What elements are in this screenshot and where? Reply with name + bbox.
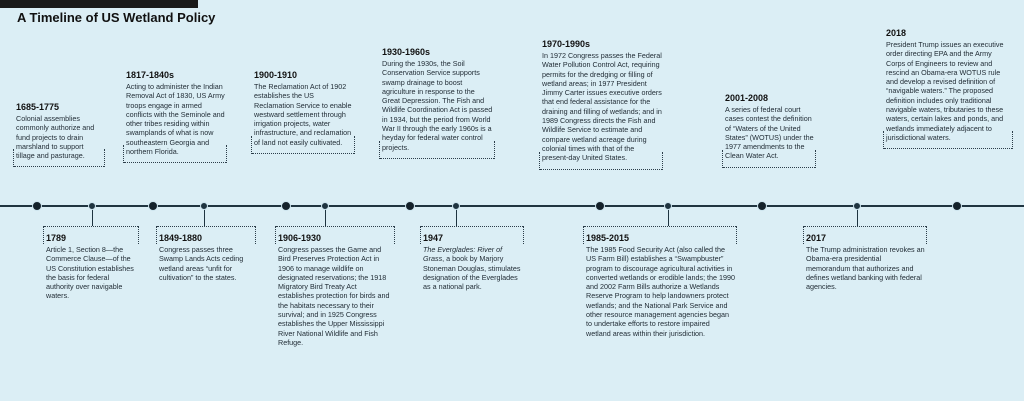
event-1817-1840s	[124, 70, 226, 163]
event-year: 1947	[423, 233, 444, 243]
event-2017	[804, 226, 926, 291]
timeline-marker	[200, 202, 208, 210]
event-text	[423, 245, 523, 291]
timeline-marker	[452, 202, 460, 210]
timeline-marker	[405, 201, 415, 211]
event-year: 1985-2015	[586, 233, 630, 243]
timeline-marker	[88, 202, 96, 210]
timeline-marker	[321, 202, 329, 210]
event-text: The Reclamation Act of 1902 establishes the US Reclamation Service to enable westward settlement through irrigation projects, water infrastructure, and reclamation of land not easily cultivated.	[254, 82, 352, 147]
event-text: Article 1, Section 8—the Commerce Clause—of the US Constitution establishes the basis for federal authority over navigable waters.	[46, 245, 134, 301]
event-year: 1817-1840s	[126, 70, 175, 80]
event-year: 1930-1960s	[382, 47, 431, 57]
timeline-marker	[952, 201, 962, 211]
event-text: Congress passes the Game and Bird Preserves Protection Act in 1906 to manage wildlife on designated reservations; the 1918 Migratory Bird Treaty Act establishes protection for birds and the habitats necessary to their survival; and in 1925 Congress establishes the Upper Mississippi River National Wildlife and Fish Refuge.	[278, 245, 390, 347]
event-1789	[44, 226, 138, 301]
event-text-rest: , a book by Marjory Stoneman Douglas, stimulates designation of the Everglades as a national park.	[423, 254, 521, 292]
event-year: 2017	[806, 233, 827, 243]
event-year: 1849-1880	[159, 233, 203, 243]
event-year: 1685-1775	[16, 102, 60, 112]
event-1970-1990s	[540, 39, 662, 170]
event-text: Congress passes three Swamp Lands Acts ceding wetland areas “unfit for cultivation” to the states.	[159, 245, 244, 282]
event-1849-1880	[157, 226, 255, 282]
event-2001-2008	[723, 93, 815, 168]
page-title: A Timeline of US Wetland Policy	[17, 10, 216, 25]
event-1906-1930	[276, 226, 394, 347]
event-1947	[421, 226, 523, 291]
event-1685-1775	[14, 102, 104, 167]
event-1930-1960s	[380, 47, 494, 159]
event-text: The 1985 Food Security Act (also called the US Farm Bill) establishes a “Swampbuster” program to discourage agricultural activities in converted wetlands or erodible lands; the 1990 and 2002 Farm Bills authorize a Wetlands Reserve Program to help landowners protect wetlands; and the National Park Service and other resource management agencies began to undertake efforts to restore impaired wetland areas within their jurisdiction.	[586, 245, 736, 338]
event-year: 1906-1930	[278, 233, 322, 243]
timeline-marker	[757, 201, 767, 211]
event-year: 1970-1990s	[542, 39, 591, 49]
event-1985-2015	[584, 226, 736, 338]
title-bar	[0, 0, 198, 8]
event-text: President Trump issues an executive order directing EPA and the Army Corps of Engineers to review and rescind an Obama-era WOTUS rule and develop a revised definition of “navigable waters.” The proposed definition includes only traditional navigable waters, tributaries to these waters, certain lakes and ponds, and wetlands immediately adjacent to jurisdictional waters.	[886, 40, 1004, 142]
timeline-marker	[853, 202, 861, 210]
event-year: 2018	[886, 28, 907, 38]
event-text: The Trump administration revokes an Obama-era presidential memorandum that authorizes and defines wetland banking with federal agencies.	[806, 245, 925, 292]
event-text: Acting to administer the Indian Removal Act of 1830, US Army troops engage in armed conflicts with the Seminole and other tribes residing within swamplands of what is now southeastern Georgia and northern Florida.	[126, 82, 225, 157]
timeline-marker	[281, 201, 291, 211]
event-year: 2001-2008	[725, 93, 769, 103]
event-text: During the 1930s, the Soil Conservation Service supports swamp drainage to boost agriculture in response to the Great Depression. The Fish and Wildlife Coordination Act is passed in 1934, but the period from World War II through the early 1960s is a heyday for federal water control projects.	[382, 59, 493, 152]
event-text: A series of federal court cases contest the definition of “Waters of the United States” (WOTUS) under the 1977 amendments to the Clean Water Act.	[725, 105, 814, 161]
book-title: The Everglades: River of Grass	[423, 245, 503, 264]
event-year: 1900-1910	[254, 70, 298, 80]
timeline-marker	[32, 201, 42, 211]
event-text: Colonial assemblies commonly authorize and fund projects to drain marshland to support tillage and pasturage.	[16, 114, 95, 161]
timeline-marker	[664, 202, 672, 210]
event-year: 1789	[46, 233, 67, 243]
event-1900-1910	[252, 70, 354, 154]
timeline-marker	[595, 201, 605, 211]
event-text: In 1972 Congress passes the Federal Water Pollution Control Act, requiring permits for the dredging or filling of wetland areas; in 1977 President Jimmy Carter issues executive orders that end federal assistance for the draining and filling of wetlands; and in 1989 Congress directs the Fish and Wildlife Service to estimate and compare wetland acreage during colonial times with that of the present-day United States.	[542, 51, 662, 163]
timeline-marker	[148, 201, 158, 211]
event-2018	[884, 28, 1012, 149]
